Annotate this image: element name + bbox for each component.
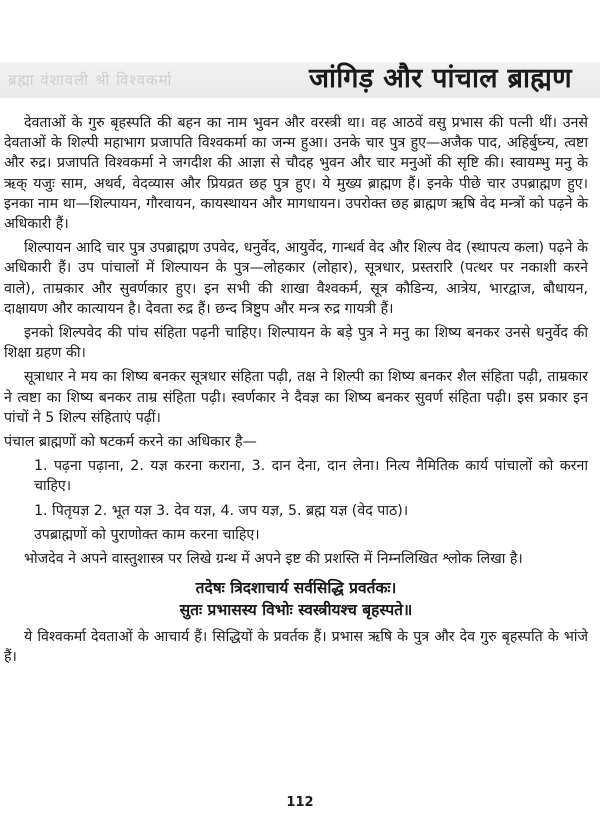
paragraph-3: इनको शिल्पवेद की पांच संहिता पढ़नी चाहिए। शिल्पायन के बड़े पुत्र ने मनु का शिष्य बनकर उनसे धनुर्वेद की शिक्षा ग्रहण की। [4,325,588,362]
paragraph-2: शिल्पायन आदि चार पुत्र उपब्राह्मण उपवेद, धनुर्वेद, आयुर्वेद, गान्धर्व वेद और शिल्प वेद (स्थापत्य कला) पढ़ने के अधिकारी हैं। उप पांचालों में शिल्पायन के पुत्र—लोहकार (लोहार), सूत्रधार, प्रस्तरारि (पत्थर पर नकाशी करने वाले), ताम्रकार और सुवर्णकार हुए। इन सभी की शाखा वैश्वकर्म, सूत्र कौडिन्य, आत्रेय, भारद्वाज, बौधायन, दाक्षायण और कात्यायन है। देवता रुद्र हैं। छन्द त्रिष्टुप और मन्त्र रुद्र गायत्री हैं। [4,240,588,317]
paragraph-5: पंचाल ब्राह्मणों को षटकर्म करने का अधिकार है— [4,434,257,451]
body-text [4,113,588,672]
paragraph-7: भोजदेव ने अपने वास्तुशास्त्र पर लिखे ग्रन्थ में अपने इष्ट की प्रशस्ति में निम्नलिखित श्लोक लिखा है। [24,551,523,568]
page-number: 112 [286,795,314,810]
paragraph-6: उपब्राह्मणों को पुराणोक्त काम करना चाहिए। [34,526,260,543]
chapter-title: जांगिड़ और पांचाल ब्राह्मण [308,63,572,94]
paragraph-1: देवताओं के गुरु बृहस्पति की बहन का नाम भुवन और वरस्त्री था। वह आठवें वसु प्रभास की पत्नी थीं। उनसे देवताओं के शिल्पी महाभाग प्रजापति विश्वकर्मा का जन्म हुआ। उनके चार पुत्र हुए—अजैक पाद, अहिर्बुघ्न्य, त्वष्टा और रुद्र। प्रजापति विश्वकर्मा ने जगदीश की आज्ञा से चौदह भुवन और चार मनुओं की सृष्टि की। स्वायम्भु मनु के ऋक् यजुः साम, अथर्व, वेदव्यास और प्रियव्रत छह पुत्र हुए। ये मुख्य ब्राह्मण हैं। इनके पीछे चार उपब्राह्मण हुए। इनका नाम था—शिल्पायन, गौरवायन, कायस्थायन और मागधायन। उपरोक्त छह ब्राह्मण ऋषि वेद मन्त्रों को पढ़ने के अधिकारी हैं। [4,115,588,233]
closing-paragraph: ये विश्वकर्मा देवताओं के आचार्य हैं। सिद्धियों के प्रवर्तक हैं। प्रभास ऋषि के पुत्र और देव गुरु बृहस्पति के भांजे हैं। [4,629,588,666]
list-item-2: 1. पितृयज्ञ 2. भूत यज्ञ 3. देव यज्ञ, 4. जप यज्ञ, 5. ब्रह्म यज्ञ (वेद पाठ)। [34,502,409,519]
shloka-line-2: सुतः प्रभासस्य विभोः स्वस्त्रीयश्च बृहस्पते॥ [179,600,413,620]
header-ghost-text: ब्रह्मा वंशावली श्री विश्वकर्मा [8,71,173,89]
shloka [4,577,588,621]
shloka-line-1: तदेषः त्रिदशाचार्य सर्वसिद्धि प्रवर्तकः। [195,578,397,598]
list-item-1: 1. पढ़ना पढ़ाना, 2. यज्ञ करना कराना, 3. दान देना, दान लेना। नित्य नैमितिक कार्य पांचालों को करना चाहिए। [34,458,588,495]
paragraph-4: सूत्राधार ने मय का शिष्य बनकर सूत्रधार संहिता पढ़ी, तक्ष ने शिल्पी का शिष्य बनकर शैल संहिता पढ़ी, ताम्रकार ने त्वष्टा का शिष्य बनकर ताम्र संहिता पढ़ी। स्वर्णकार ने दैवज्ञ का शिष्य बनकर सुवर्ण संहिता पढ़ी। इस प्रकार इन पांचों ने 5 शिल्प संहिताएं पढ़ीं। [4,369,588,426]
